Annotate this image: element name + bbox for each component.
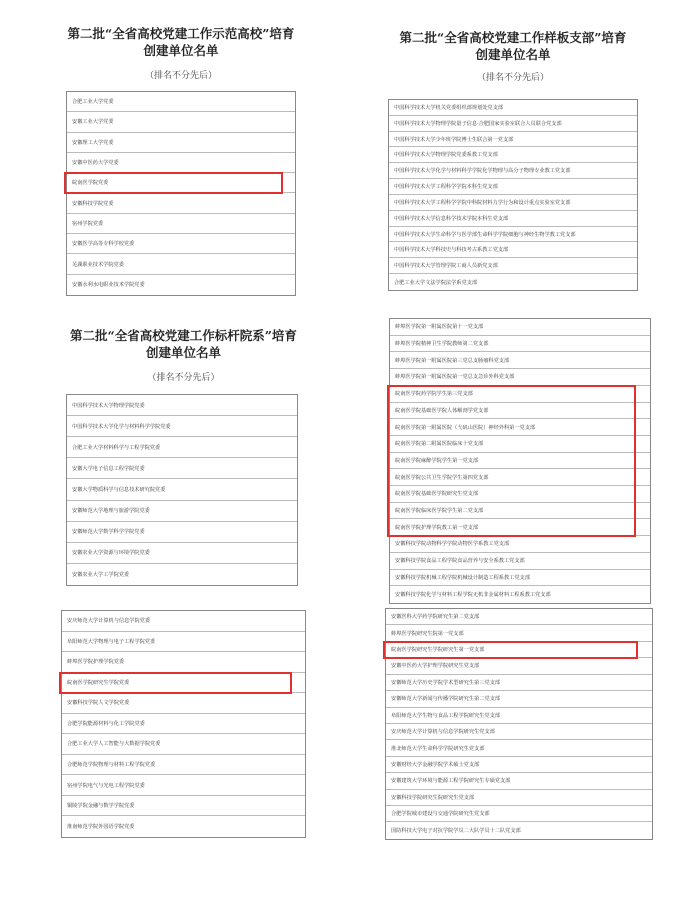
table-row: 中国科学技术大学管理学院工商人员新党支部: [389, 258, 637, 274]
panel-a-title: [56, 26, 306, 60]
table-row: 皖南医学院基础医学院研究生党支部: [390, 486, 650, 503]
table-row: 安徽中医药大学党委: [67, 153, 295, 173]
table-row: 中国科学技术大学物理学院党委系教工党支部: [389, 147, 637, 163]
table-row: 宿州学院电气与光电工程学院党委: [62, 775, 305, 796]
panel-a-title-line1: 第二批“全省高校党建工作示范高校”培育: [67, 26, 295, 41]
table-row: 中国科学技术大学信息科学技术学院本科生党支部: [389, 211, 637, 227]
highlight-box: [387, 385, 636, 537]
table-row: 安徽科技学院食品工程学院食品营养与安全系教工党支部: [390, 553, 650, 570]
table-row: 阜阳师范大学物理与电子工程学院党委: [62, 632, 305, 653]
table-row: 安徽理工大学党委: [67, 133, 295, 153]
table-row: 皖南医学院第一附属医院（弋矶山医院）神经外科第一党支部: [390, 419, 650, 436]
table-row: 淮北师范大学生命科学学院研究生党支部: [386, 740, 652, 756]
panel-a-subtitle: （排名不分先后）: [144, 71, 217, 81]
panel-a-title-line2: 创建单位名单: [143, 42, 219, 58]
panel-demonstration-universities: [56, 16, 306, 306]
table-row: 皖南医学院研究生学院党委: [62, 673, 305, 694]
table-row: 皖南医学院研究生学院研究生第一党支部: [386, 642, 652, 658]
table-row: 安徽师范大学数学科学学院党委: [67, 522, 297, 543]
table-row: 合肥学院城市建设与交通学院研究生党支部: [386, 806, 652, 822]
table-row: 安徽医学高等专科学校党委: [67, 234, 295, 254]
table-row: 蚌埠医学院第一附属医院第十一党支部: [390, 319, 650, 336]
table-row: 皖南医学院公共卫生学院学生第四党支部: [390, 469, 650, 486]
table-row: 铜陵学院金融与数学学院党委: [62, 796, 305, 817]
table-row: 国防科技大学电子对抗学院学员二大队学员十二队党支部: [391, 828, 521, 835]
table-row: 蚌埠医学院精神卫生学院教师第二党支部: [390, 336, 650, 353]
table-row: 皖南医学院护理学院教工第一党支部: [390, 519, 650, 536]
table-row: 中国科学技术大学机关党委组织部规划处党支部: [389, 100, 637, 116]
panel-b-title-line1: 第二批“全省高校党建工作样板支部”培育: [399, 30, 627, 45]
table-row: 蚌埠医学院护理学院党委: [62, 652, 305, 673]
table-row: 安徽水利水电职业技术学院党委: [72, 282, 145, 289]
table-row: 安徽农业大学工学院党委: [72, 571, 130, 578]
table-row: 蚌埠医学院第一附属医院第一党总支急诊外科党支部: [390, 369, 650, 386]
table-row: 阜阳师范大学生物与食品工程学院研究生党支部: [386, 708, 652, 724]
table-row: 皖南医学院麻醉学院学生第一党支部: [390, 453, 650, 470]
table-row: 安徽建筑大学环境与能源工程学院研究生专硕党支部: [386, 773, 652, 789]
table-row: 合肥师范学院物理与材料工程学院党委: [62, 755, 305, 776]
table-row: 宿州学院党委: [67, 214, 295, 234]
table-row: 中国科学技术大学物理学院党委: [67, 395, 297, 416]
table-row: 中国科学技术大学物理学院量子信息·合肥国家实验室联合人员联合党支部: [389, 116, 637, 132]
table-row: 安徽中医药大学护理学院研究生党支部: [386, 658, 652, 674]
panel-c-title-line1: 第二批“全省高校党建工作标杆院系”培育: [70, 328, 297, 343]
table-row: 安庆师范大学计算机与信息学院研究生党支部: [386, 724, 652, 740]
table-row: 安徽科技学院动物科学学院动物医学系教工党支部: [390, 536, 650, 553]
table-row: 安徽大学物质科学与信息技术研究院党委: [67, 479, 297, 500]
table-row: 安庆师范大学计算机与信息学院党委: [62, 611, 305, 632]
table-row: 中国科学技术大学生命科学与医学部生命科学学院细胞与神经生物学教工党支部: [389, 227, 637, 243]
table-row: 蚌埠医学院第一附属医院第三党总支肠瘤科党支部: [390, 352, 650, 369]
table-row: 皖南医学院基础医学院人体解剖学党支部: [390, 403, 650, 420]
panel-model-branches: [378, 20, 648, 295]
panel-c-table: [66, 394, 298, 586]
table-row: 安徽科技学院人文学院党委: [62, 693, 305, 714]
panel-graduate-branches: [380, 606, 658, 846]
highlight-box: [383, 641, 638, 659]
panel-b-subtitle: （排名不分先后）: [476, 73, 549, 83]
table-row: 安徽师范大学地理与旅游学院党委: [67, 501, 297, 522]
table-row: 芜湖职业技术学院党委: [67, 254, 295, 274]
panel-b-title: [378, 30, 648, 64]
table-row: 安徽师范大学新闻与传播学院研究生第二党支部: [386, 691, 652, 707]
table-row: 中国科学技术大学科技史与科技考古系教工党支部: [389, 242, 637, 258]
panel-c-subtitle: （排名不分先后）: [147, 373, 220, 383]
table-row: 中国科学技术大学工程科学学院中科院材料力学行为和设计重点实验室党支部: [389, 195, 637, 211]
table-row: 皖南医学院药学院学生第三党支部: [390, 386, 650, 403]
table-row: 安徽农业大学资源与环境学院党委: [67, 543, 297, 564]
table-row: 合肥工业大学党委: [67, 92, 295, 112]
table-row: 合肥工业大学文法学院法学系党支部: [394, 279, 478, 286]
table-row: 安徽师范大学历史学院学术型研究生第三党支部: [386, 675, 652, 691]
table-row: 皖南医学院第二附属医院临床十党支部: [390, 436, 650, 453]
table-row: 安徽科技学院研究生院研究生党支部: [386, 790, 652, 806]
table-row: 皖南医学院临床医学院学生第二党支部: [390, 503, 650, 520]
table-row: 蚌埠医学院研究生院第一党支部: [386, 625, 652, 641]
panel-c-title-line2: 创建单位名单: [145, 344, 221, 360]
table-row: 安徽科技学院机械工程学院机械设计制造工程系教工党支部: [390, 570, 650, 587]
panel-c-title: [56, 328, 311, 362]
table-row: 中国科学技术大学工程科学学院本科生党支部: [389, 179, 637, 195]
panel-departments-continued: [56, 608, 311, 848]
table-row: 淮南师范学院外国语学院党委: [67, 824, 135, 831]
table-row: 安徽医科大学药学院研究生第二党支部: [386, 609, 652, 625]
panel-b-title-line2: 创建单位名单: [475, 46, 551, 62]
panel-benchmark-departments: [56, 318, 311, 590]
table-row: 合肥工业大学材料科学与工程学院党委: [67, 437, 297, 458]
table-row: 安徽科技学院党委: [67, 193, 295, 213]
table-row: 合肥工业大学人工智能与大数据学院党委: [62, 734, 305, 755]
table-row: 中国科学技术大学少年班学院博士生联合第一党支部: [389, 132, 637, 148]
table-row: 安徽工业大学党委: [67, 112, 295, 132]
table-row: 安徽科技学院化学与材料工程学院无机非金属材料工程系教工党支部: [395, 592, 551, 599]
table-row: 合肥学院能源材料与化工学院党委: [62, 714, 305, 735]
panel-e-table: [61, 610, 306, 838]
highlight-box: [59, 672, 292, 695]
table-row: 安徽大学电子信息工程学院党委: [67, 458, 297, 479]
table-row: 皖南医学院党委: [67, 173, 295, 193]
panel-b-table: [388, 99, 638, 291]
table-row: 中国科学技术大学化学与材料科学学院化学物理与高分子物理专业教工党支部: [389, 163, 637, 179]
highlight-box: [64, 172, 283, 194]
panel-branches-continued: [384, 316, 654, 606]
table-row: 中国科学技术大学化学与材料科学学院党委: [67, 416, 297, 437]
table-row: 安徽财经大学金融学院学术硕士党支部: [386, 757, 652, 773]
